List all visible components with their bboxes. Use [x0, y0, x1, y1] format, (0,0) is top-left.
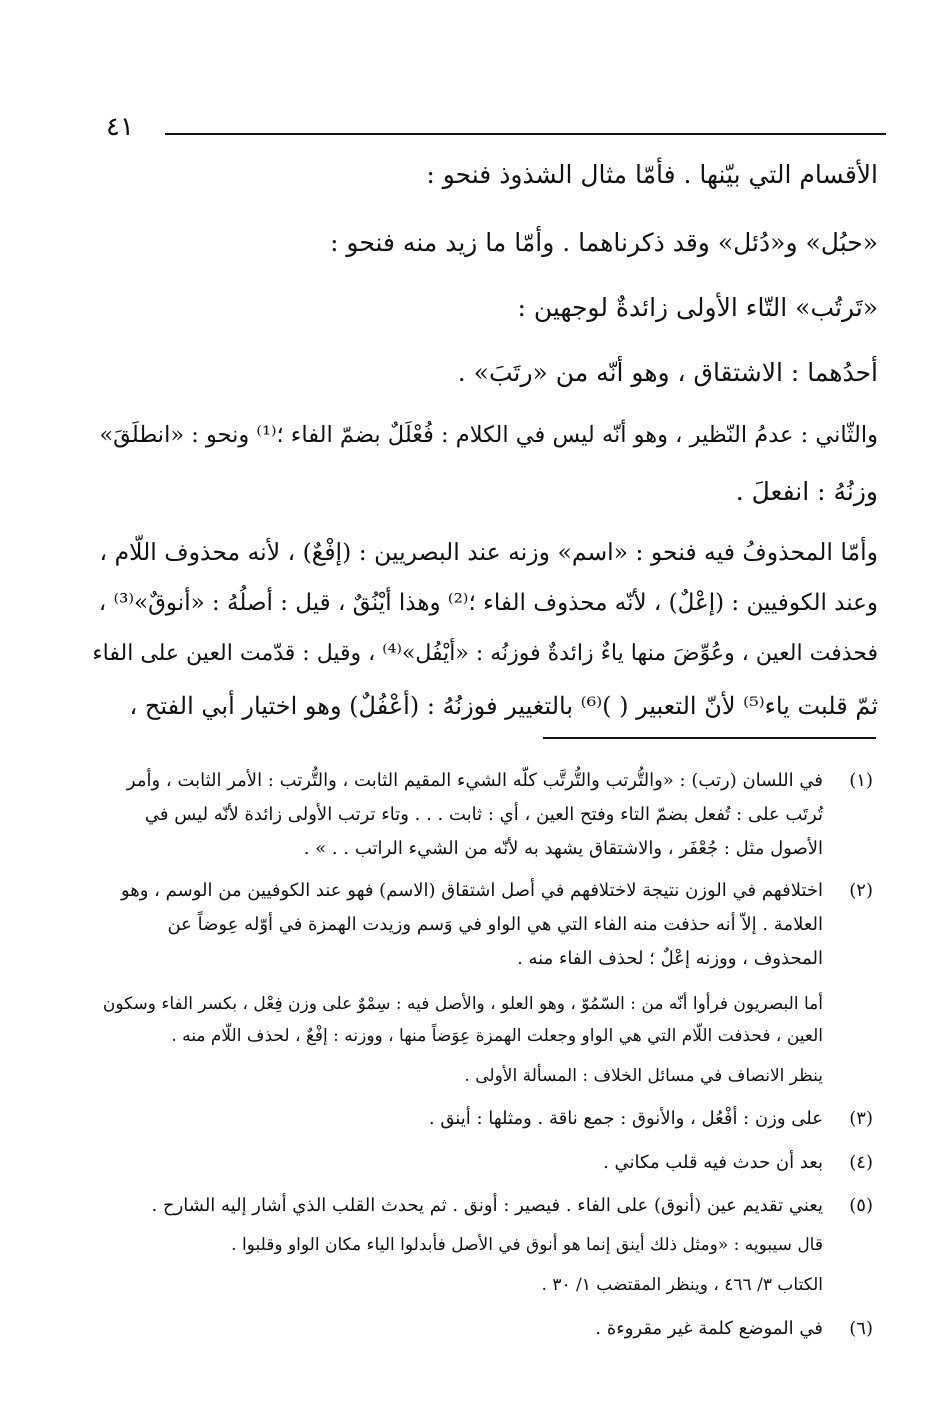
- footnote-number: (٣): [849, 1108, 873, 1129]
- footnote-number: (٥): [849, 1195, 873, 1216]
- footnote-number: (٢): [849, 880, 873, 901]
- footnote-line: في اللسان (رتب) : «والتُّرتب والتُّرتَّب كلّه الشيء المقيم الثابت ، والتُّرتب : الأمر الثابت ، وأمر: [126, 770, 823, 791]
- body-line: ثمّ قلبت ياء⁽⁵⁾ لأنّ التعبير ( )⁽⁶⁾ بالتغيير فوزنُهُ : (أعْفُلٌ) وهو اختيار أبي الفتح ،: [129, 692, 878, 720]
- footnote-line: يعني تقديم عين (أنوق) على الفاء . فيصير : أونق . ثم يحدث القلب الذي أشار إليه الشارح .: [151, 1195, 823, 1216]
- header-rule: [165, 133, 886, 135]
- footnote-line: الأصول مثل : جُعْفَر ، والاشتقاق يشهد به لأنّه من الشيء الراتب . . » .: [303, 838, 823, 859]
- footnote-separator: [543, 737, 876, 739]
- footnote-number: (١): [849, 770, 873, 791]
- body-line: فحذفت العين ، وعُوِّضَ منها ياءٌ زائدةٌ فوزنُه : «أيْفُل»⁽⁴⁾ ، وقيل : قدّمت العين على الفاء: [92, 641, 878, 666]
- body-line: وأمّا المحذوفُ فيه فنحو : «اسم» وزنه عند البصريين : (إفْعٌ) ، لأنه محذوف اللّام ،: [99, 538, 878, 566]
- body-line: وزنُهُ : انفعلَ .: [735, 477, 878, 506]
- body-line: وعند الكوفيين : (إعْلٌ) ، لأنّه محذوف الفاء ؛⁽²⁾ وهذا أيْنُقٌ ، قيل : أصلُهُ : «أنوقٌ»⁽³⁾ ،: [98, 590, 878, 616]
- footnote-line: الكتاب ٣/ ٤٦٦ ، وينظر المقتضب ١/ ٣٠ .: [541, 1275, 823, 1295]
- footnote-line: قال سيبويه : «ومثل ذلك أينق إنما هو أنوق في الأصل فأبدلوا الياء مكان الواو وقلبوا .: [231, 1235, 823, 1255]
- footnote-line: العين ، فحذفت اللّام التي هي الواو وجعلت الهمزة عِوَضاً منها ، ووزنه : إفْعٌ ، لحذف اللّام منه .: [171, 1026, 823, 1046]
- footnote-line: أما البصريون فرأوا أنّه من : السّمُوّ ، وهو العلو ، والأصل فيه : سِمْوٌ على وزن فِعْل ، بكسر الفاء وسكون: [102, 994, 823, 1014]
- body-line: الأقسام التي بيّنها . فأمّا مثال الشذوذ فنحو :: [426, 160, 878, 189]
- footnote-line: بعد أن حدث فيه قلب مكاني .: [603, 1152, 823, 1173]
- footnote-line: اختلافهم في الوزن نتيجة لاختلافهم في أصل اشتقاق (الاسم) فهو عند الكوفيين من الوسم ، وهو: [120, 880, 823, 901]
- footnote-line: ينظر الانصاف في مسائل الخلاف : المسألة الأولى .: [464, 1066, 823, 1086]
- footnote-line: على وزن : أفْعُل ، والأنوق : جمع ناقة . ومثلها : أينق .: [428, 1108, 823, 1129]
- footnote-line: المحذوف ، ووزنه إعْلٌ ؛ لحذف الفاء منه .: [517, 948, 823, 969]
- footnote-number: (٦): [849, 1318, 873, 1339]
- body-line: «تَرتُب» التّاء الأولى زائدةٌ لوجهين :: [517, 293, 878, 322]
- body-line: أحدُهما : الاشتقاق ، وهو أنّه من «رتَبَ» .: [457, 358, 878, 387]
- footnote-line: العلامة . إلاّ أنه حذفت منه الفاء التي هي الواو في وَسم وزيدت الهمزة في أوّله عِوضاً عن: [167, 914, 823, 935]
- body-line: والثّاني : عدمُ النّظير ، وهو أنّه ليس في الكلام : فُعْلَلٌ بضمّ الفاء ؛⁽¹⁾ ونحو : «انطلَقَ»: [99, 422, 878, 448]
- footnote-number: (٤): [849, 1152, 873, 1173]
- page-number: ٤١: [106, 112, 134, 142]
- footnote-line: في الموضع كلمة غير مقروءة .: [595, 1318, 823, 1339]
- footnote-line: تُرتَب على : تُفعل بضمّ التاء وفتح العين ، أي : ثابت . . . وتاء ترتب الأولى زائدة لأنّه ليس في: [144, 804, 823, 825]
- body-line: «حبُل» و«دُئل» وقد ذكرناهما . وأمّا ما زيد منه فنحو :: [330, 228, 878, 257]
